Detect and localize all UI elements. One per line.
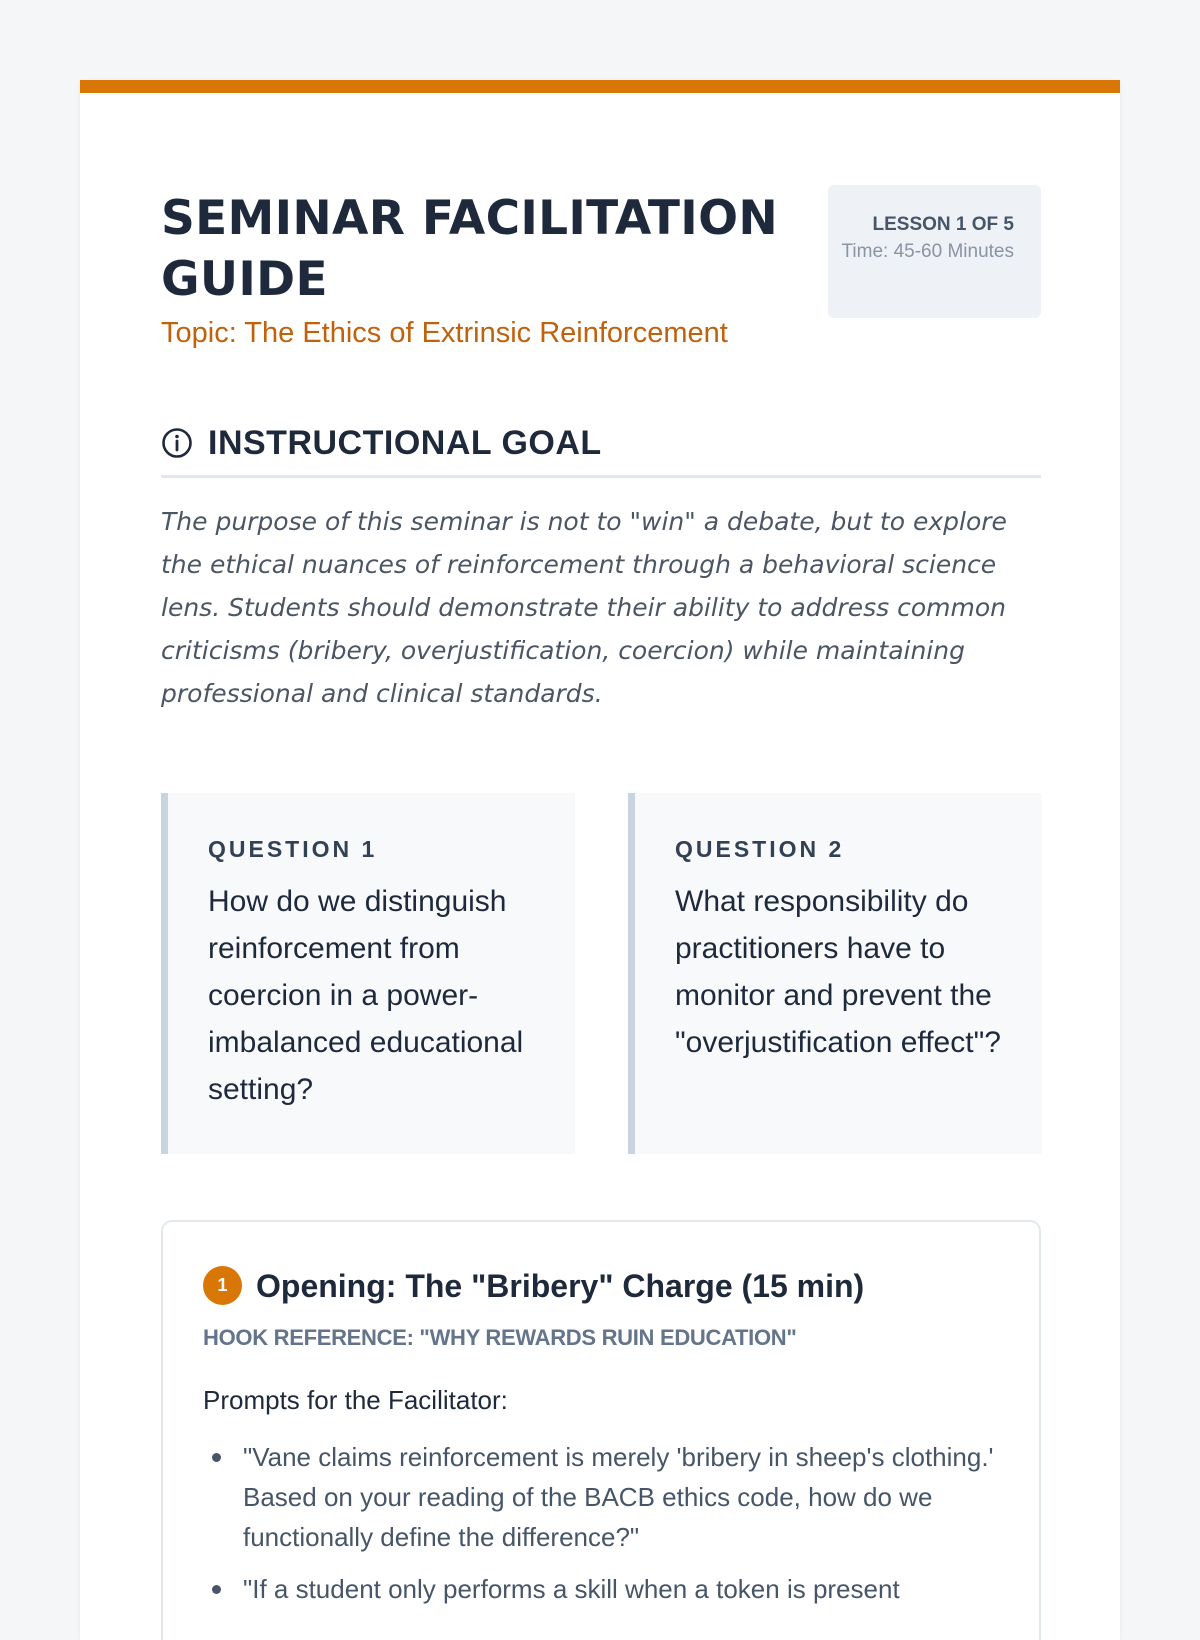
prompt-text: "Vane claims reinforcement is merely 'bribery in sheep's clothing.' Based on your reading of the BACB ethics code, how do we functionally define the difference?" xyxy=(243,1442,994,1552)
section-heading-row xyxy=(203,1262,999,1310)
section-title: Opening: The "Bribery" Charge (15 min) xyxy=(256,1268,865,1304)
goal-heading: INSTRUCTIONAL GOAL xyxy=(208,424,602,462)
question-card-1 xyxy=(161,793,575,1154)
topic-subtitle: Topic: The Ethics of Extrinsic Reinforcement xyxy=(161,317,728,349)
bullet-dot xyxy=(212,1585,221,1594)
section-number-badge: 1 xyxy=(203,1266,242,1305)
info-icon xyxy=(161,427,193,459)
question-card-2 xyxy=(628,793,1042,1154)
question-label: QUESTION 2 xyxy=(675,836,845,862)
bullet-dot xyxy=(212,1453,221,1462)
list-item xyxy=(203,1569,999,1609)
lesson-duration: Time: 45-60 Minutes xyxy=(841,241,1014,262)
prompts-label: Prompts for the Facilitator: xyxy=(203,1385,508,1415)
goal-description: The purpose of this seminar is not to "win" a debate, but to explore the ethical nuances of reinforcement through a behavioral science lens. Students should demonstrate their ability to address common criticisms (bribery, overjustification, coercion) while maintaining professional and clinical standards. xyxy=(161,507,1007,708)
guide-header xyxy=(161,188,1041,348)
lesson-meta-box xyxy=(828,185,1041,318)
prompt-text: "If a student only performs a skill when a token is present xyxy=(243,1574,900,1604)
opening-section-card xyxy=(161,1220,1041,1640)
question-text: What responsibility do practitioners have to monitor and prevent the "overjustification effect"? xyxy=(675,885,1001,1059)
list-item xyxy=(203,1437,999,1557)
hook-reference: HOOK REFERENCE: "WHY REWARDS RUIN EDUCATION" xyxy=(203,1325,797,1350)
goal-heading-row xyxy=(161,423,1041,478)
page-title: SEMINAR FACILITATION GUIDE xyxy=(161,191,778,307)
question-label: QUESTION 1 xyxy=(208,836,378,862)
question-text: How do we distinguish reinforcement from coercion in a power-imbalanced educational setting? xyxy=(208,885,524,1106)
lesson-count: LESSON 1 OF 5 xyxy=(872,214,1014,235)
prompt-list xyxy=(203,1437,999,1609)
guide-page xyxy=(80,80,1120,1640)
